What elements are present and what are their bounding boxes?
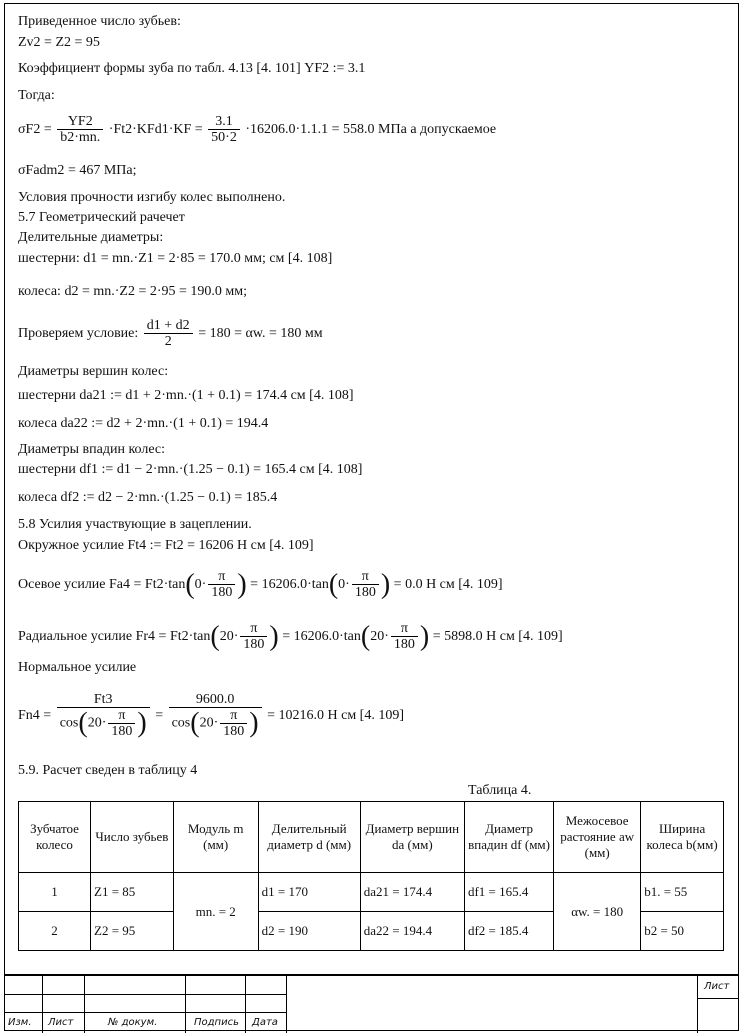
stamp-label: № докум. [108,1017,158,1028]
formula-sigma-f2: σF2 = $\frac{YF2}{b2\cdot mn.}$ ·Ft2·KFd1·KF = $\frac{3.1}{50\cdot 2}$ ·16206.0·1.1.1 = 558.0 МПа а допускаемое [18,114,497,146]
text-line: Коэффициент формы зуба по табл. 4.13 [4. 101] YF2 := 3.1 [18,61,366,76]
formula-d1: шестерни: d1 = mn.·Z1 = 2·85 = 170.0 мм; см [4. 108] [18,251,333,266]
text-line: Делительные диаметры: [18,230,164,245]
stamp-line [4,994,286,995]
text-line: Диаметры вершин колес: [18,364,169,379]
summary-table [18,801,724,951]
table-header-cell: Ширина колеса b(мм) [641,802,724,873]
formula-ft4: Окружное усилие Ft4 := Ft2 = 16206 Н см [4. 109] [18,538,314,553]
table-header-cell: Число зубьев [91,802,174,873]
table-cell: b2 = 50 [641,912,724,951]
table-header-cell: Диаметр впадин df (мм) [464,802,553,873]
formula-da21: шестерни da21 := d1 + 2·mn.·(1 + 0.1) = 174.4 см [4. 108] [18,388,354,403]
table-header-row [19,802,724,873]
table-row [19,873,724,912]
stamp-line [4,1012,286,1013]
formula-fa4: Осевое усилие Fa4 = Ft2·tan(0· $\frac{\pi}{180}$ ) = 16206.0·tan(0· $\frac{\pi}{180}$ ) = 0.0 Н см [4. 109] [18,568,503,601]
table-cell: b1. = 55 [641,873,724,912]
table-header-cell: Делительный диаметр d (мм) [258,802,360,873]
formula-da22: колеса da22 := d2 + 2·mn.·(1 + 0.1) = 194.4 [18,416,269,431]
formula-fn4: Fn4 = Ft3 cos(20· $\frac{\pi}{180}$ ) = 9600.0 cos(20· $\frac{\pi}{180}$ ) = 10216.0 Н см [4. 109] [18,692,404,740]
formula-condition: Проверяем условие: $\frac{d1 + d2}{2}$ = 180 = αw. = 180 мм [18,318,323,350]
table-header-cell: Межосевое растояние aw (мм) [554,802,641,873]
table-cell: df1 = 165.4 [464,873,553,912]
stamp-label: Подпись [194,1017,239,1028]
formula-yf2: YF2 := 3.1 [304,61,366,76]
text-line: Диаметры впадин колес: [18,442,166,457]
formula-df2: колеса df2 := d2 − 2·mn.·(1.25 − 0.1) = 185.4 [18,490,278,505]
table-cell: 2 [19,912,91,951]
stamp-label: Изм. [8,1017,32,1028]
text-line: Условия прочности изгибу колес выполнено. [18,190,286,205]
text-line: Нормальное усилие [18,660,137,675]
table-header-cell: Зубчатое колесо [19,802,91,873]
formula-df1: шестерни df1 := d1 − 2·mn.·(1.25 − 0.1) = 165.4 см [4. 108] [18,462,363,477]
table-cell: da21 = 174.4 [360,873,464,912]
table-cell: df2 = 185.4 [464,912,553,951]
title-block [4,974,739,1033]
stamp-label: Дата [252,1017,278,1028]
formula-fr4: Радиальное усилие Fr4 = Ft2·tan(20· $\frac{\pi}{180}$ ) = 16206.0·tan(20· $\frac{\pi}{180}$ ) = 5898.0 Н см [4. 109] [18,620,563,653]
text-line: 5.9. Расчет сведен в таблицу 4 [18,763,198,778]
stamp-line [42,976,43,1033]
table-title: Таблица 4. [468,783,532,798]
stamp-label: Лист [48,1017,74,1028]
stamp-line [697,976,698,1033]
table-cell: d2 = 190 [258,912,360,951]
table-cell: 1 [19,873,91,912]
table-cell: d1 = 170 [258,873,360,912]
table-cell: Z2 = 95 [91,912,174,951]
stamp-line [84,976,85,1033]
table-header-cell: Модуль m (мм) [173,802,258,873]
formula-zv2: Zv2 = Z2 = 95 [18,35,100,50]
stamp-sheet-label: Лист [704,981,730,992]
text-line: Приведенное число зубьев: [18,14,181,29]
stamp-line [697,998,739,999]
table-cell: Z1 = 85 [91,873,174,912]
table-cell: mn. = 2 [173,873,258,951]
table-cell: da22 = 194.4 [360,912,464,951]
section-heading: 5.8 Усилия участвующие в зацеплении. [18,517,252,532]
text-line: Тогда: [18,88,55,103]
stamp-line [286,976,287,1033]
formula-d2: колеса: d2 = mn.·Z2 = 2·95 = 190.0 мм; [18,284,248,299]
stamp-line [185,976,186,1033]
stamp-line [245,976,246,1033]
table-header-cell: Диаметр вершин da (мм) [360,802,464,873]
text-line: σFadm2 = 467 МПа; [18,163,137,178]
section-heading: 5.7 Геометрический рачечет [18,210,185,225]
table-cell: αw. = 180 [554,873,641,951]
